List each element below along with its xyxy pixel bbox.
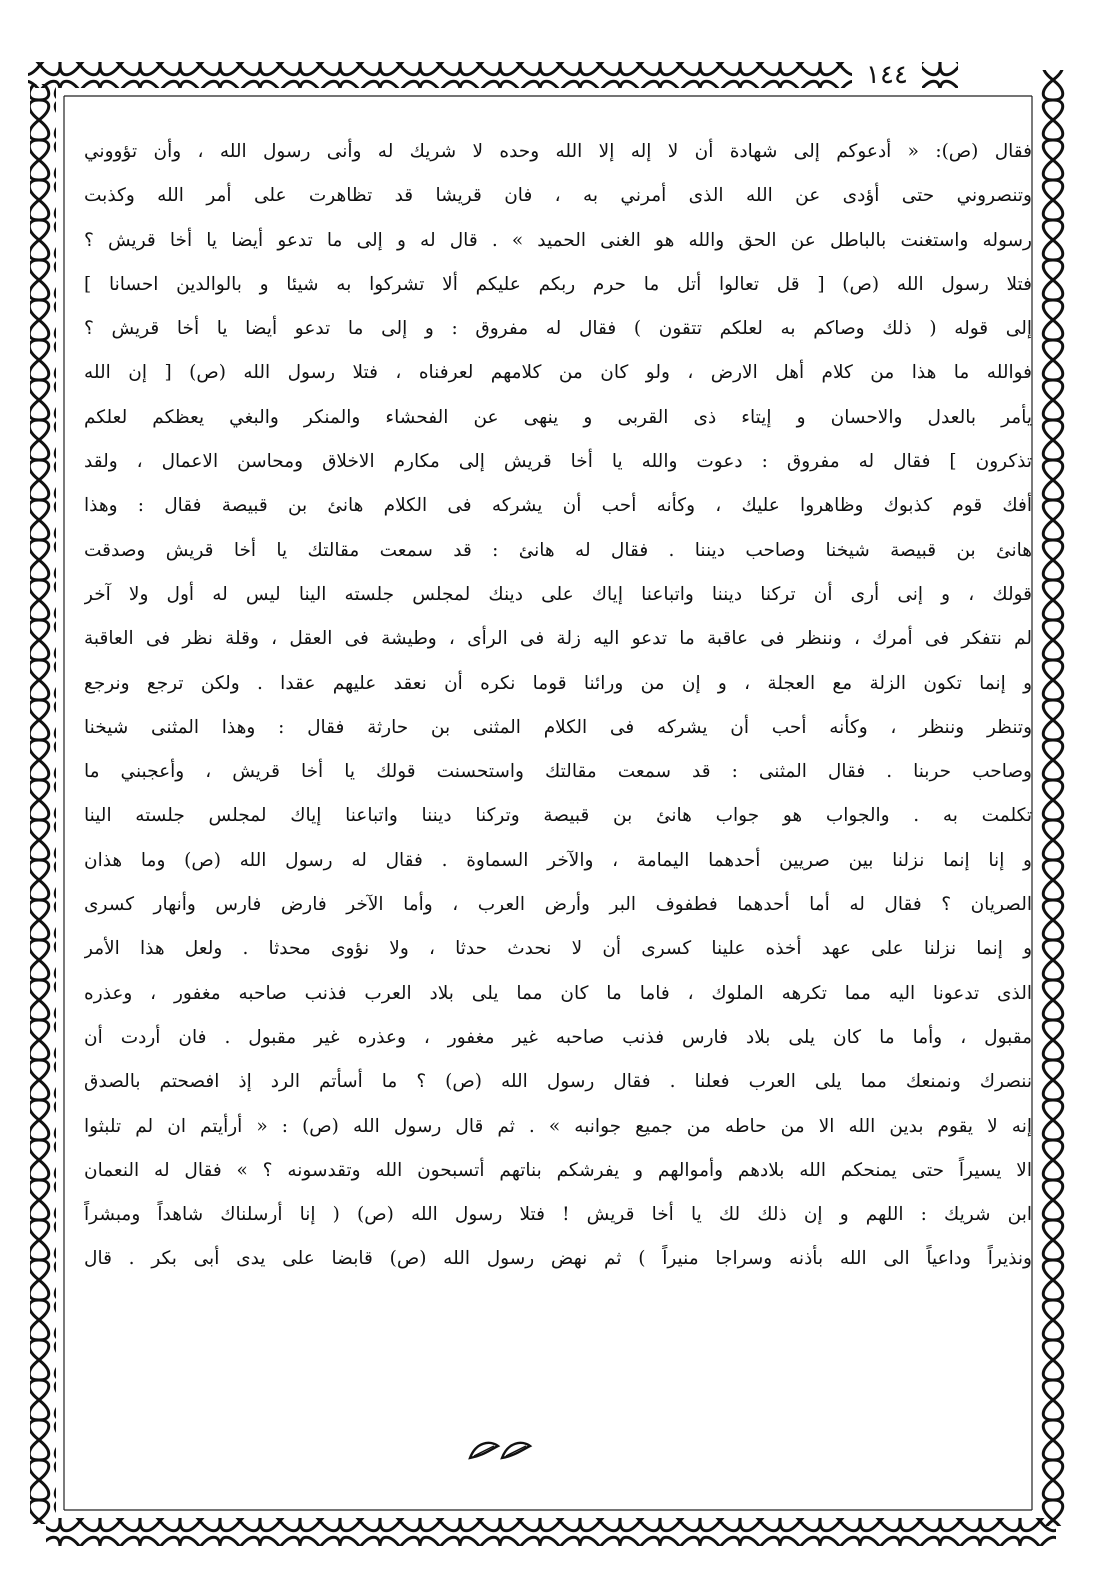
text-line: الصريان ؟ فقال له أما أحدهما فطفوف البر وأرض العرب ، وأما الآخر فارض فارس وأنهار كسرى xyxy=(84,894,1032,916)
text-line: وتنصروني حتى أؤدى عن الله الذى أمرني به ، فان قريشا قد تظاهرت على أمر الله وكذبت xyxy=(84,185,1032,207)
text-line: ننصرك ونمنعك مما يلى العرب فعلنا . فقال رسول الله (ص) ؟ ما أسأتم الرد إذ افصحتم بالصدق xyxy=(84,1071,1032,1093)
text-line: و إنا إنما نزلنا بين صريين أحدهما اليمامة ، والآخر السماوة . فقال له رسول الله (ص) وما هذان xyxy=(84,849,1032,871)
text-line: مقبول ، وأما ما كان يلى بلاد فارس فذنب صاحبه غير مغفور ، وعذره غير مقبول . فان أردت أن xyxy=(84,1026,1032,1048)
leaf-ornament-icon xyxy=(460,1436,540,1466)
page-number: ١٤٤ xyxy=(852,58,922,92)
text-line: أفك قوم كذبوك وظاهروا عليك ، وكأنه أحب أن يشركه فى الكلام هانئ بن قبيصة فقال : وهذا xyxy=(84,495,1032,517)
text-line: الذى تدعونا اليه مما تكرهه الملوك ، فاما ما كان مما يلى بلاد العرب فذنب صاحبه مغفور ، وعذره xyxy=(84,982,1032,1004)
text-line: تكلمت به . والجواب هو جواب هانئ بن قبيصة وتركنا ديننا واتباعنا إياك لمجلس جلسته الينا xyxy=(84,805,1032,827)
text-line: وتنظر وننظر ، وكأنه أحب أن يشركه فى الكلام المثنى بن حارثة فقال : وهذا المثنى شيخنا xyxy=(84,716,1032,738)
text-line: و إنما تكون الزلة مع العجلة ، و إن من ورائنا قوما نكره أن نعقد عليهم عقدا . ولكن ترجع ونرجع xyxy=(84,672,1032,694)
text-line: إنه لا يقوم بدين الله الا من حاطه من جميع جوانبه » . ثم قال رسول الله (ص) : « أرأيتم ان لم تلبثوا xyxy=(84,1115,1032,1137)
text-line: وصاحب حربنا . فقال المثنى : قد سمعت مقالتك واستحسنت قولك يا أخا قريش ، وأعجبني ما xyxy=(84,761,1032,783)
text-line: هانئ بن قبيصة شيخنا وصاحب ديننا . فقال له هانئ : قد سمعت مقالتك يا أخا قريش وصدقت xyxy=(84,539,1032,561)
text-line: الا يسيراً حتى يمنحكم الله بلادهم وأموالهم و يفرشكم بناتهم أتسبحون الله وتقدسونه ؟ » فقال له النعمان xyxy=(84,1159,1032,1181)
text-line: لم نتفكر فى أمرك ، وننظر فى عاقبة ما تدعو اليه زلة فى الرأى ، وطيشة فى العقل ، وقلة نظر فى العاقبة xyxy=(84,628,1032,650)
text-line: تذكرون ] فقال له مفروق : دعوت والله يا أخا قريش إلى مكارم الاخلاق ومحاسن الاعمال ، ولقد xyxy=(84,451,1032,473)
text-line: فقال (ص): « أدعوكم إلى شهادة أن لا إله إلا الله وحده لا شريك له وأنى رسول الله ، وأن تؤووني xyxy=(84,141,1032,162)
text-line: و إنما نزلنا على عهد أخذه علينا كسرى أن لا نحدث حدثا ، ولا نؤوى محدثا . ولعل هذا الأمر xyxy=(84,938,1032,960)
text-line: رسوله واستغنت بالباطل عن الحق والله هو الغنى الحميد » . قال له و إلى ما تدعو أيضا يا أخا قريش ؟ xyxy=(84,229,1032,251)
text-line: ونذيراً وداعياً الى الله بأذنه وسراجا منيراً ) ثم نهض رسول الله (ص) قابضا على يدى أبى بكر . قال xyxy=(84,1248,1032,1270)
text-line: فوالله ما هذا من كلام أهل الارض ، ولو كان من كلامهم لعرفناه ، فتلا رسول الله (ص) [ إن الله xyxy=(84,362,1032,384)
text-line: ابن شريك : اللهم و إن ذلك لك يا أخا قريش ! فتلا رسول الله (ص) ( إنا أرسلناك شاهداً ومبشراً xyxy=(84,1204,1032,1226)
text-line: قولك ، و إنى أرى أن تركنا ديننا واتباعنا إياك على دينك لمجلس جلسته الينا ليس له أول ولا آخر xyxy=(84,583,1032,605)
text-line: إلى قوله ( ذلك وصاكم به لعلكم تتقون ) فقال له مفروق : و إلى ما تدعو أيضا يا أخا قريش ؟ xyxy=(84,318,1032,340)
body-text xyxy=(84,130,1032,1430)
text-line: فتلا رسول الله (ص) [ قل تعالوا أتل ما حرم ربكم عليكم ألا تشركوا به شيئا و بالوالدين احسانا ] xyxy=(84,273,1032,295)
text-line: يأمر بالعدل والاحسان و إيتاء ذى القربى و ينهى عن الفحشاء والمنكر والبغي يعظكم لعلكم xyxy=(84,406,1032,428)
